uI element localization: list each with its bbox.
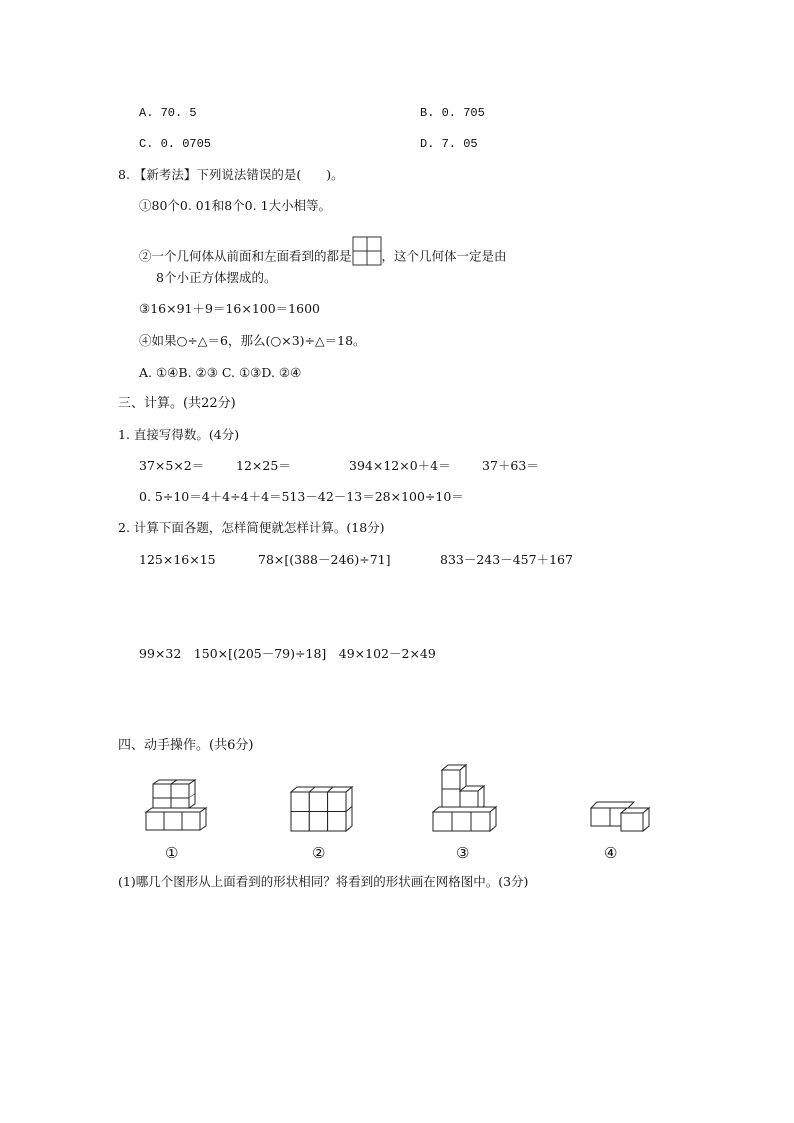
option-c: C. 0. 0705 [139, 137, 212, 151]
option-d: D. 7. 05 [420, 137, 478, 151]
oral-calc-row-2: 0. 5÷10＝4＋4÷4＋4＝513－42－13＝28×100÷10＝ [139, 489, 464, 504]
figure-4-cubes [588, 800, 654, 836]
q8-statement-2-continued: 8个小正方体摆成的。 [156, 270, 277, 285]
figure-2-cubes [288, 786, 358, 836]
calc-1: 125×16×15 [139, 552, 216, 567]
q8-stem: 8. 【新考法】下列说法错误的是( )。 [118, 167, 344, 182]
oral-calc-1: 37×5×2＝ [139, 458, 205, 473]
calc-2: 78×[(388－246)÷71] [258, 552, 391, 567]
q8-statement-1: ①80个0. 01和8个0. 1大小相等。 [139, 198, 332, 213]
q8-statement-2-part-a: ②一个几何体从前面和左面看到的都是 [139, 248, 352, 264]
figure-3-label: ③ [456, 844, 470, 862]
section-4-title: 四、动手操作。(共6分) [118, 738, 254, 753]
section-4-q1: (1)哪几个图形从上面看到的形状相同？将看到的形状画在网格图中。(3分) [118, 874, 529, 889]
section-3-q1: 1. 直接写得数。(4分) [118, 427, 240, 442]
figure-1-cubes [140, 780, 220, 836]
q8-statement-4: ④如果○÷△＝6，那么(○×3)÷△＝18。 [139, 333, 366, 348]
calc-row-2: 99×32 150×[(205－79)÷18] 49×102－2×49 [139, 646, 436, 661]
section-3-q2: 2. 计算下面各题，怎样简便就怎样计算。(18分) [118, 520, 385, 535]
oral-calc-4: 37＋63＝ [482, 458, 539, 473]
q8-options: A. ①④B. ②③ C. ①③D. ②④ [139, 365, 302, 380]
q8-statement-3: ③16×91＋9＝16×100＝1600 [139, 301, 320, 316]
option-a: A. 70. 5 [139, 106, 197, 120]
figure-2-label: ② [312, 844, 326, 862]
q8-statement-2 [139, 242, 507, 272]
figure-1-label: ① [165, 844, 179, 862]
figure-3-cubes [430, 764, 500, 836]
oral-calc-3: 394×12×0＋4＝ [349, 458, 451, 473]
option-b: B. 0. 705 [420, 106, 485, 120]
oral-calc-2: 12×25＝ [236, 458, 291, 473]
figure-4-label: ④ [604, 844, 618, 862]
section-3-title: 三、计算。(共22分) [118, 396, 236, 411]
q8-statement-2-part-b: ，这个几何体一定是由 [381, 248, 507, 264]
calc-3: 833－243－457＋167 [440, 552, 573, 567]
two-by-two-grid-icon [352, 236, 382, 266]
